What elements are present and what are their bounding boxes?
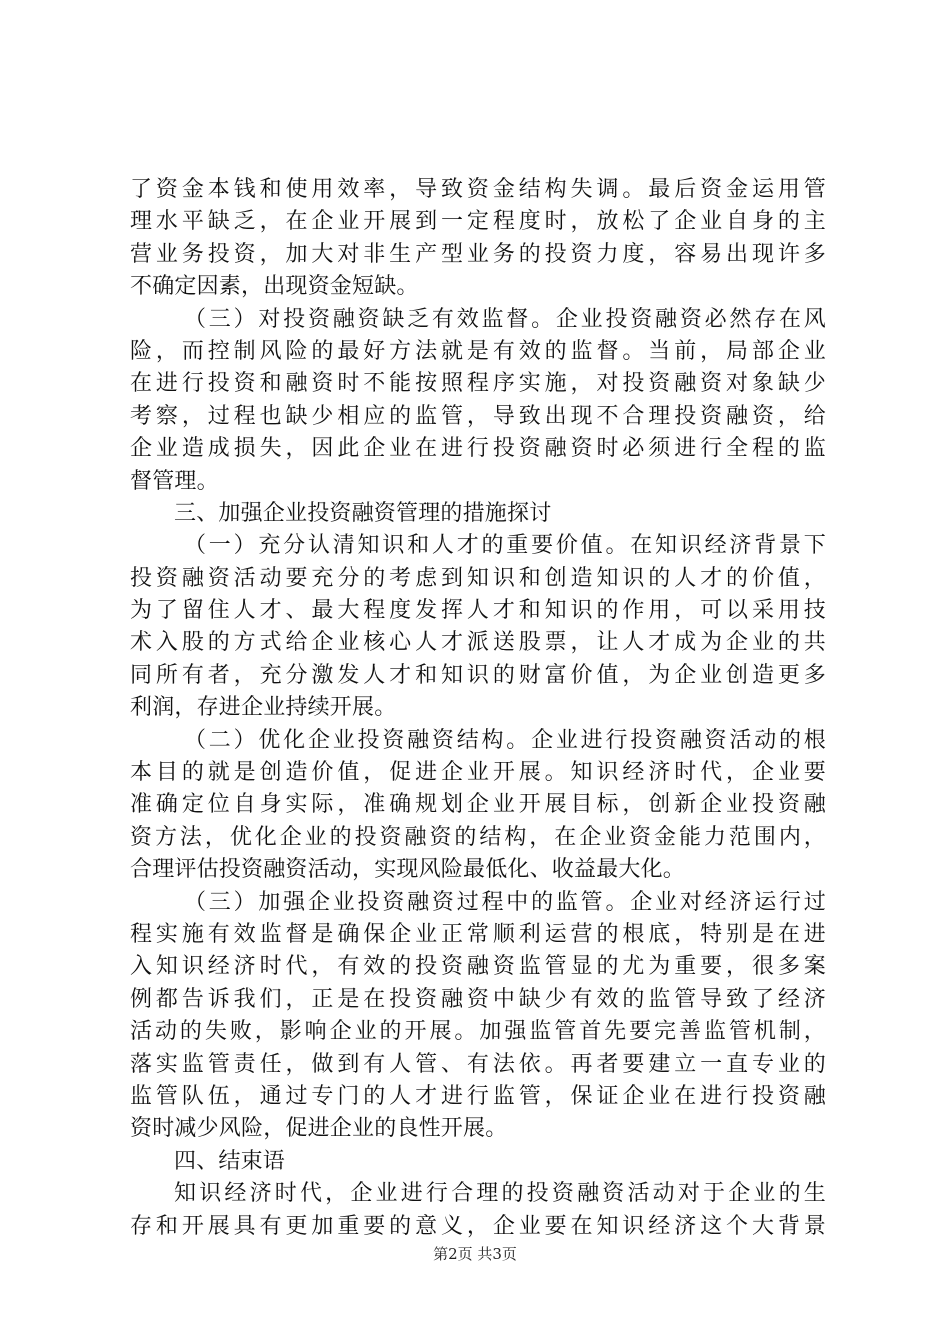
paragraph-start-line: （三）加强企业投资融资过程中的监管。企业对经济运行过	[184, 889, 826, 915]
text-line: 准确定位自身实际，准确规划企业开展目标，创新企业投资融	[130, 792, 826, 818]
text-line: 本目的就是创造价值，促进企业开展。知识经济时代，企业要	[130, 760, 826, 786]
text-line: 资时减少风险，促进企业的良性开展。	[130, 1116, 508, 1142]
paragraph-start-line: （二）优化企业投资融资结构。企业进行投资融资活动的根	[184, 727, 826, 753]
text-line: 同所有者，充分激发人才和知识的财富价值，为企业创造更多	[130, 662, 826, 688]
paragraph-start-line: （一）充分认清知识和人才的重要价值。在知识经济背景下	[184, 533, 826, 559]
text-line: 为了留住人才、最大程度发挥人才和知识的作用，可以采用技	[130, 598, 826, 624]
document-body	[130, 174, 826, 1243]
text-line: 例都告诉我们，正是在投资融资中缺少有效的监管导致了经济	[130, 986, 826, 1012]
paragraph-start-line: （三）对投资融资缺乏有效监督。企业投资融资必然存在风	[184, 306, 826, 332]
text-line: 督管理。	[130, 468, 219, 494]
text-line: 合理评估投资融资活动，实现风险最低化、收益最大化。	[130, 857, 686, 883]
text-line: 在进行投资和融资时不能按照程序实施，对投资融资对象缺少	[130, 371, 826, 397]
text-line: 活动的失败，影响企业的开展。加强监管首先要完善监管机制，	[130, 1019, 826, 1045]
text-line: 企业造成损失，因此企业在进行投资融资时必须进行全程的监	[130, 436, 826, 462]
text-line: 入知识经济时代，有效的投资融资监管显的尤为重要，很多案	[130, 954, 826, 980]
text-line: 营业务投资，加大对非生产型业务的投资力度，容易出现许多	[130, 241, 826, 267]
section-heading: 四、结束语	[174, 1148, 286, 1174]
text-line: 考察，过程也缺少相应的监管，导致出现不合理投资融资，给	[130, 403, 826, 429]
paragraph-start-line: 知识经济时代，企业进行合理的投资融资活动对于企业的生	[174, 1181, 826, 1207]
text-line: 监管队伍，通过专门的人才进行监管，保证企业在进行投资融	[130, 1083, 826, 1109]
page-footer: 第2页 共3页	[433, 1245, 517, 1263]
text-line: 落实监管责任，做到有人管、有法依。再者要建立一直专业的	[130, 1051, 826, 1077]
text-line: 资方法，优化企业的投资融资的结构，在企业资金能力范围内，	[130, 824, 826, 850]
text-line: 投资融资活动要充分的考虑到知识和创造知识的人才的价值，	[130, 565, 826, 591]
text-line: 理水平缺乏，在企业开展到一定程度时，放松了企业自身的主	[130, 209, 826, 235]
text-line: 不确定因素，出现资金短缺。	[130, 274, 419, 300]
text-line: 了资金本钱和使用效率，导致资金结构失调。最后资金运用管	[130, 177, 826, 202]
text-line: 险，而控制风险的最好方法就是有效的监督。当前，局部企业	[130, 338, 826, 364]
text-line: 存和开展具有更加重要的意义，企业要在知识经济这个大背景	[130, 1213, 826, 1239]
text-line: 术入股的方式给企业核心人才派送股票，让人才成为企业的共	[130, 630, 826, 656]
section-heading: 三、加强企业投资融资管理的措施探讨	[174, 500, 552, 526]
text-line: 程实施有效监督是确保企业正常顺利运营的根底，特别是在进	[130, 921, 826, 947]
text-line: 利润，存进企业持续开展。	[130, 695, 397, 721]
